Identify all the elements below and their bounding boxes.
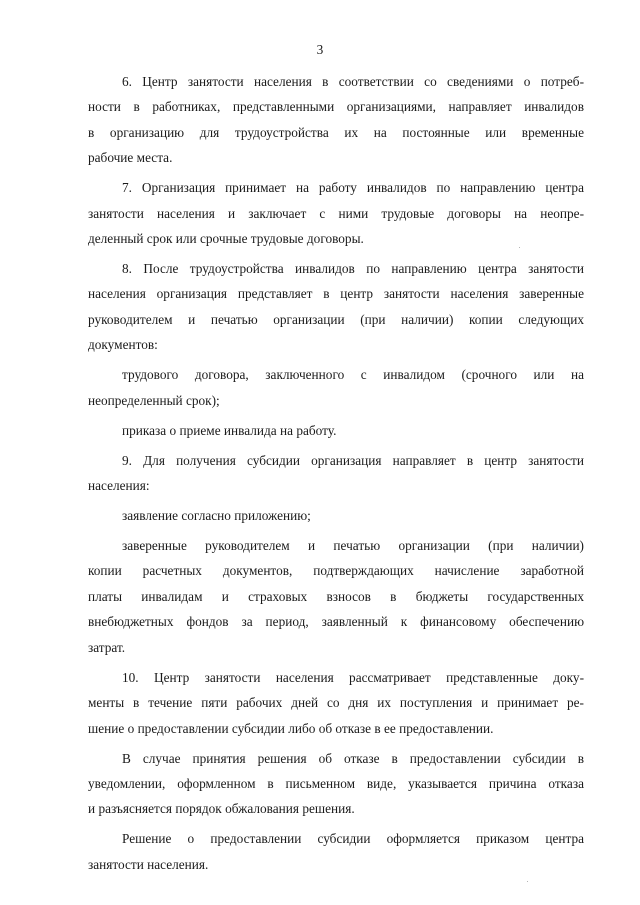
paragraph-8-item-order (88, 418, 584, 443)
paragraph-line: занятости населения. (88, 856, 209, 872)
paragraph-line: менты в течение пяти рабочих дней со дня их поступления и принимает ре- (88, 695, 584, 711)
paragraph-9 (88, 448, 584, 499)
scan-speck (527, 881, 528, 882)
paragraph-6 (88, 69, 584, 171)
paragraph-10 (88, 665, 584, 741)
scan-speck (519, 247, 520, 248)
paragraph-line: В случае принятия решения об отказе в предоставлении субсидии в (122, 750, 584, 766)
paragraph-line: трудового договора, заключенного с инвалидом (срочного или на (122, 367, 584, 383)
paragraph-line: Решение о предоставлении субсидии оформляется приказом центра (122, 831, 584, 847)
paragraph-line: 10. Центр занятости населения рассматривает представленные доку- (122, 669, 584, 685)
paragraph-line: неопределенный срок); (88, 392, 220, 408)
paragraph-line: шение о предоставлении субсидии либо об отказе в ее предоставлении. (88, 720, 494, 736)
paragraph-line: руководителем и печатью организации (при наличии) копии следующих (88, 311, 584, 327)
paragraph-line: копии расчетных документов, подтверждающих начисление заработной (88, 563, 584, 579)
paragraph-line: 6. Центр занятости населения в соответствии со сведениями о потреб- (122, 74, 584, 89)
paragraph-8-item-contract (88, 362, 584, 413)
paragraph-line: уведомлении, оформленном в письменном виде, указывается причина отказа (88, 775, 584, 791)
paragraph-line: заверенные руководителем и печатью организации (при наличии) (122, 538, 584, 554)
paragraph-line: в организацию для трудоустройства их на постоянные или временные (88, 124, 584, 140)
paragraph-line: и разъясняется порядок обжалования решения. (88, 801, 355, 817)
paragraph-line: населения организация представляет в центр занятости населения заверенные (88, 286, 584, 302)
paragraph-9-item-application (88, 503, 584, 528)
paragraph-line: приказа о приеме инвалида на работу. (122, 422, 337, 438)
paragraph-9-item-copies (88, 533, 584, 660)
paragraph-line: ности в работниках, представленными организациями, направляет инвалидов (88, 99, 584, 115)
paragraph-line: затрат. (88, 639, 126, 655)
paragraph-line: населения: (88, 478, 150, 494)
paragraph-line: 9. Для получения субсидии организация направляет в центр занятости (122, 452, 584, 468)
paragraph-line: рабочие места. (88, 150, 173, 166)
paragraph-line: документов: (88, 337, 158, 353)
document-body (88, 69, 584, 882)
paragraph-7 (88, 175, 584, 251)
paragraph-10-decision (88, 826, 584, 877)
paragraph-line: платы инвалидам и страховых взносов в бюджеты государственных (88, 588, 584, 604)
paragraph-line: занятости населения и заключает с ними трудовые договоры на неопре- (88, 205, 584, 221)
paragraph-line: деленный срок или срочные трудовые договоры. (88, 231, 364, 247)
paragraph-10-refusal (88, 746, 584, 822)
paragraph-line: заявление согласно приложению; (122, 508, 311, 524)
page-number: 3 (316, 42, 324, 57)
paragraph-line: 7. Организация принимает на работу инвалидов по направлению центра (122, 180, 584, 196)
paragraph-line: внебюджетных фондов за период, заявленный к финансовому обеспечению (88, 614, 584, 630)
paragraph-line: 8. После трудоустройства инвалидов по направлению центра занятости (122, 261, 584, 277)
paragraph-8 (88, 256, 584, 358)
